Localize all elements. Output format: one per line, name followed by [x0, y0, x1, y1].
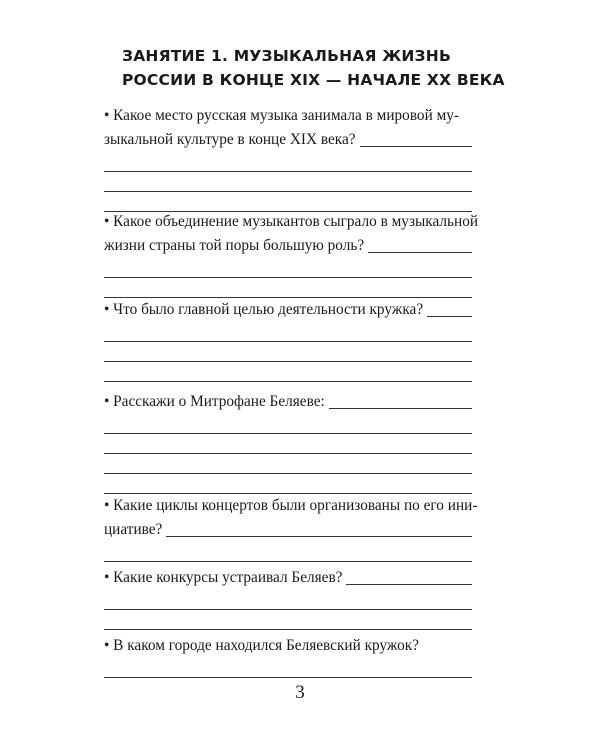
answer-line[interactable] — [104, 152, 472, 172]
answer-line[interactable] — [104, 258, 472, 278]
answer-line[interactable] — [104, 322, 472, 342]
question-1 — [104, 104, 472, 212]
question-text: жизни страны той поры большую роль? — [104, 237, 365, 254]
page-number: 3 — [295, 682, 305, 703]
page-title — [122, 44, 505, 92]
question-5 — [104, 494, 478, 562]
question-text: циативе? — [104, 521, 163, 538]
question-text: • Какое объединение музыкантов сыграло в музыкальной — [104, 213, 479, 230]
question-3 — [104, 298, 472, 382]
answer-line[interactable] — [104, 610, 472, 630]
answer-line[interactable] — [104, 172, 472, 192]
question-4 — [104, 390, 472, 494]
question-text: • Какие циклы концертов были организованы по его ини- — [104, 497, 478, 514]
answer-line[interactable] — [104, 590, 472, 610]
answer-line[interactable] — [360, 146, 472, 147]
question-2 — [104, 210, 479, 298]
answer-line[interactable] — [346, 584, 472, 585]
answer-line[interactable] — [104, 434, 472, 454]
question-6 — [104, 566, 472, 630]
answer-line[interactable] — [368, 252, 472, 253]
answer-line[interactable] — [104, 414, 472, 434]
question-7 — [104, 634, 472, 678]
answer-line[interactable] — [427, 316, 472, 317]
answer-line[interactable] — [104, 278, 472, 298]
question-text: • Расскажи о Митрофане Беляеве: — [104, 393, 325, 410]
title-line-1: ЗАНЯТИЕ 1. МУЗЫКАЛЬНАЯ ЖИЗНЬ — [122, 47, 451, 65]
answer-line[interactable] — [104, 192, 472, 212]
answer-line[interactable] — [104, 658, 472, 678]
answer-line[interactable] — [329, 408, 472, 409]
question-text: • Какое место русская музыка занимала в мировой му- — [104, 107, 460, 124]
answer-line[interactable] — [104, 542, 472, 562]
title-line-2: РОССИИ В КОНЦЕ XIX — НАЧАЛЕ XX ВЕКА — [122, 71, 505, 89]
answer-line[interactable] — [104, 342, 472, 362]
question-text: • В каком городе находился Беляевский кружок? — [104, 637, 419, 654]
answer-line[interactable] — [166, 536, 472, 537]
answer-line[interactable] — [104, 454, 472, 474]
answer-line[interactable] — [104, 474, 472, 494]
question-text: зыкальной культуре в конце XIX века? — [104, 131, 356, 148]
answer-line[interactable] — [104, 362, 472, 382]
question-text: • Какие конкурсы устраивал Беляев? — [104, 569, 343, 586]
question-text: • Что было главной целью деятельности кружка? — [104, 301, 424, 318]
